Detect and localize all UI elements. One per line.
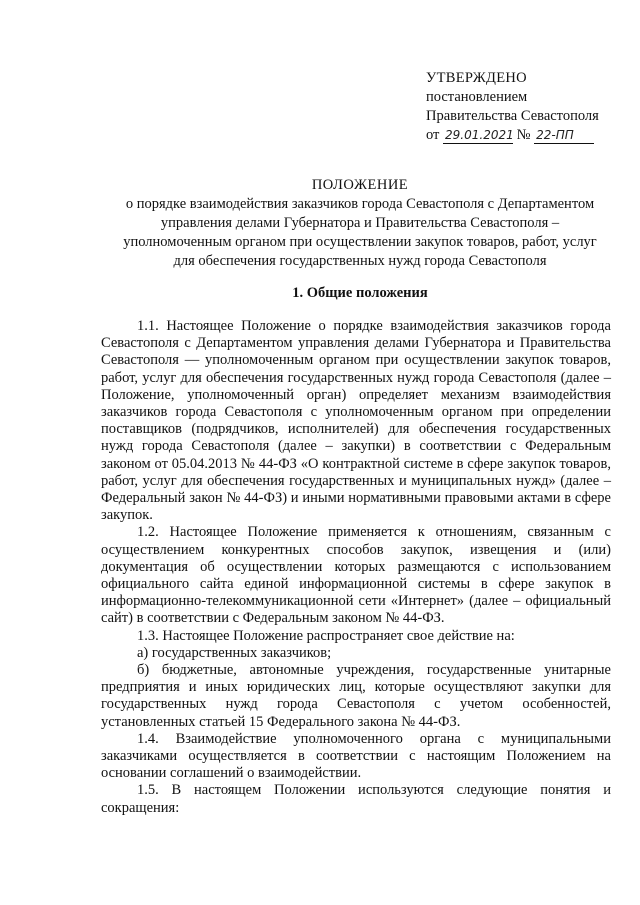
approval-date-number-row (426, 126, 626, 145)
paragraph-1-4: 1.4. Взаимодействие уполномоченного органа с муниципальными заказчиками осуществляется в соответствии с настоящим Положением на основании соглашений о взаимодействии. (101, 730, 611, 782)
paragraph-1-1: 1.1. Настоящее Положение о порядке взаимодействия заказчиков города Севастополя с Департаментом управления делами Губернатора и Правительства Севастополя — уполномоченным органом при осуществлении закупок товаров, работ, услуг для обеспечения государственных нужд города Севастополя (далее – Положение, уполномоченный орган) определяет механизм взаимодействия заказчиков города Севастополя с уполномоченным органом при определении поставщиков (подрядчиков, исполнителей) для обеспечения государственных нужд города Севастополя (далее – закупки) в соответствии с Федеральным законом от 05.04.2013 № 44-ФЗ «О контрактной системе в сфере закупок товаров, работ, услуг для обеспечения государственных и муниципальных нужд» (далее – Федеральный закон № 44-ФЗ) и иными нормативными правовыми актами в сфере закупок. (101, 318, 611, 524)
approval-line-government: Правительства Севастополя (426, 108, 599, 124)
document-subtitle-line-1: о порядке взаимодействия заказчиков города Севастополя с Департаментом (125, 196, 595, 212)
approval-number-handwritten: 22-ПП (534, 128, 594, 144)
document-title-block (96, 176, 624, 271)
section-body (101, 318, 611, 817)
approval-stamp-block (426, 69, 626, 145)
approval-number-label: № (516, 127, 531, 143)
approval-date-handwritten: 29.01.2021 (445, 128, 514, 142)
section-heading: 1. Общие положения (292, 285, 428, 301)
document-title: ПОЛОЖЕНИЕ (311, 177, 409, 193)
approval-heading: УТВЕРЖДЕНО (426, 70, 527, 86)
approval-from-label: от (426, 127, 440, 143)
approval-line-decree: постановлением (426, 89, 528, 105)
paragraph-1-3-b: б) бюджетные, автономные учреждения, государственные унитарные предприятия и иных юридических лиц, которые осуществляют закупки для государственных нужд города Севастополя с учетом особенностей, установленных статьей 15 Федерального закона № 44-ФЗ. (101, 662, 611, 730)
paragraph-1-5: 1.5. В настоящем Положении используются следующие понятия и сокращения: (101, 782, 611, 816)
document-subtitle-line-3: уполномоченным органом при осуществлении закупок товаров, работ, услуг (123, 234, 597, 250)
paragraph-1-3-a: а) государственных заказчиков; (137, 644, 332, 661)
document-subtitle-line-4: для обеспечения государственных нужд города Севастополя (173, 253, 547, 269)
paragraph-1-2: 1.2. Настоящее Положение применяется к отношениям, связанным с осуществлением конкурентных способов закупок, извещения и (или) документация об осуществлении которых размещаются с использованием официального сайта единой информационной системы в сфере закупок в информационно-телекоммуникационной сети «Интернет» (далее – официальный сайт) в соответствии с Федеральным законом № 44-ФЗ. (101, 524, 611, 627)
paragraph-1-3: 1.3. Настоящее Положение распространяет свое действие на: (137, 627, 515, 644)
document-subtitle-line-2: управления делами Губернатора и Правительства Севастополя – (160, 215, 560, 231)
